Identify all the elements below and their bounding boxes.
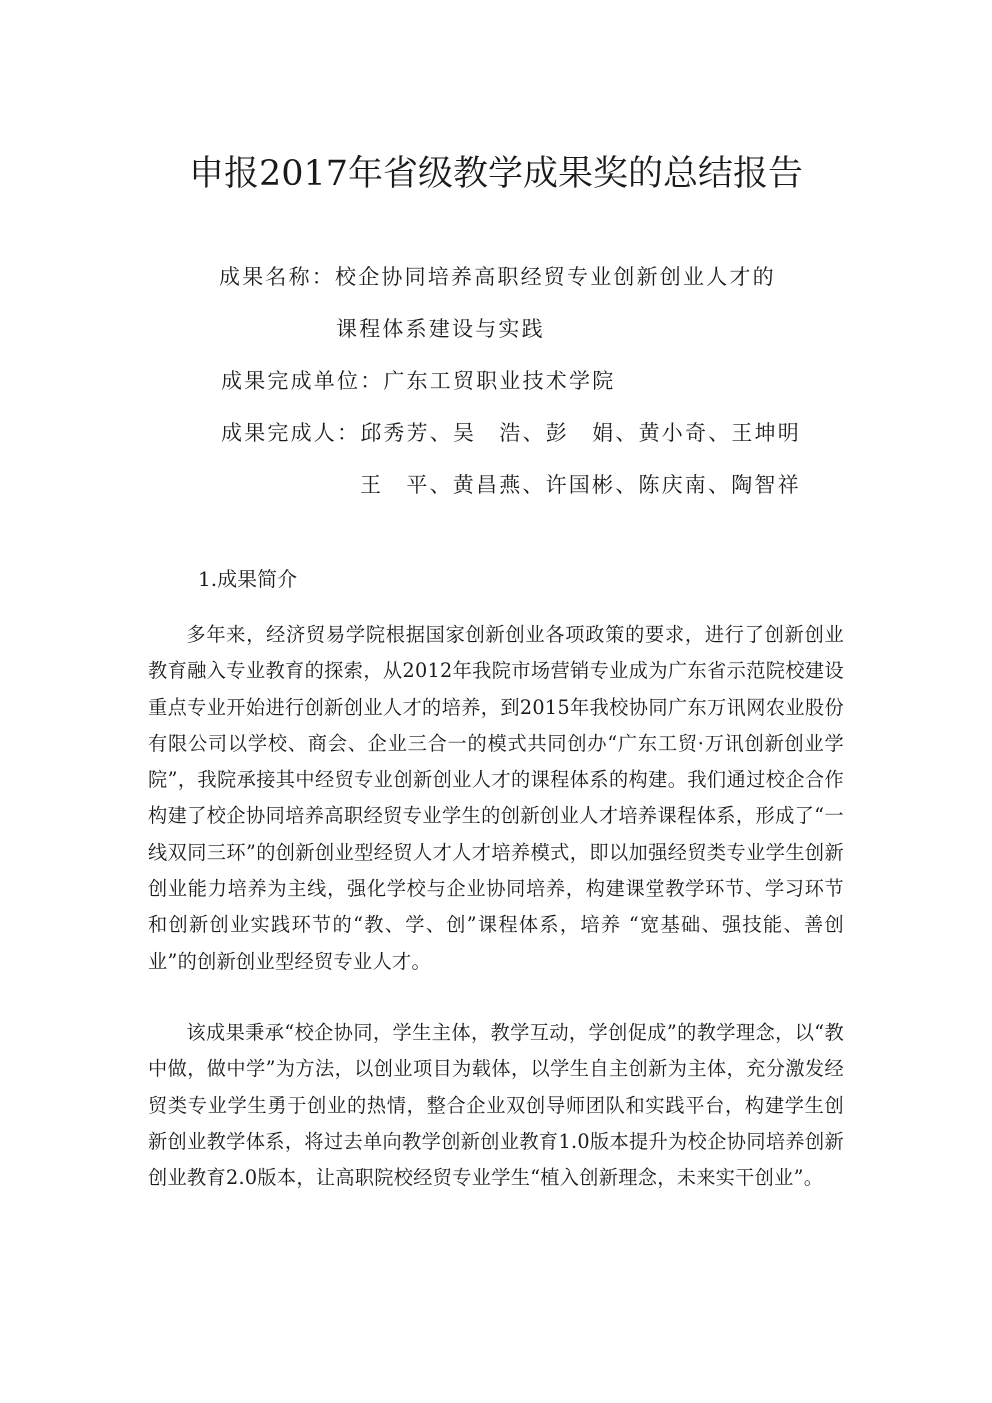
section-heading-summary: 1.成果简介 xyxy=(198,567,298,591)
summary-paragraph-1: 多年来，经济贸易学院根据国家创新创业各项政策的要求，进行了创新创业教育融入专业教育的探索，从2012年我院市场营销专业成为广东省示范院校建设重点专业开始进行创新创业人才的培养，到2015年我校协同广东万讯网农业股份有限公司以学校、商会、企业三合一的模式共同创办“广东工贸·万讯创新创业学院”，我院承接其中经贸专业创新创业人才的课程体系的构建。我们通过校企合作构建了校企协同培养高职经贸专业学生的创新创业人才培养课程体系，形成了“一线双同三环”的创新创业型经贸人才人才培养模式，即以加强经贸类专业学生创新创业能力培养为主线，强化学校与企业协同培养，构建课堂教学环节、学习环节和创新创业实践环节的“教、学、创”课程体系，培养 “宽基础、强技能、善创业”的创新创业型经贸专业人才。 xyxy=(148,623,844,973)
completers-line-2: 王 平、黄昌燕、许国彬、陈庆南、陶智祥 xyxy=(360,473,801,497)
summary-paragraph-2: 该成果秉承“校企协同，学生主体，教学互动，学创促成”的教学理念，以“教中做，做中学”为方法，以创业项目为载体，以学生自主创新为主体，充分激发经贸类专业学生勇于创业的热情，整合企业双创导师团队和实践平台，构建学生创新创业教学体系，将过去单向教学创新创业教育1.0版本提升为校企协同培养创新创业教育2.0版本，让高职院校经贸专业学生“植入创新理念，未来实干创业”。 xyxy=(148,1021,844,1190)
achievement-name-line-2: 课程体系建设与实践 xyxy=(336,317,545,341)
achievement-name-line-1: 成果名称：校企协同培养高职经贸专业创新创业人才的 xyxy=(219,265,776,289)
document-title: 申报2017年省级教学成果奖的总结报告 xyxy=(188,154,804,194)
completing-unit-line: 成果完成单位：广东工贸职业技术学院 xyxy=(221,369,616,393)
completers-line-1: 成果完成人：邱秀芳、吴 浩、彭 娟、黄小奇、王坤明 xyxy=(221,421,801,445)
